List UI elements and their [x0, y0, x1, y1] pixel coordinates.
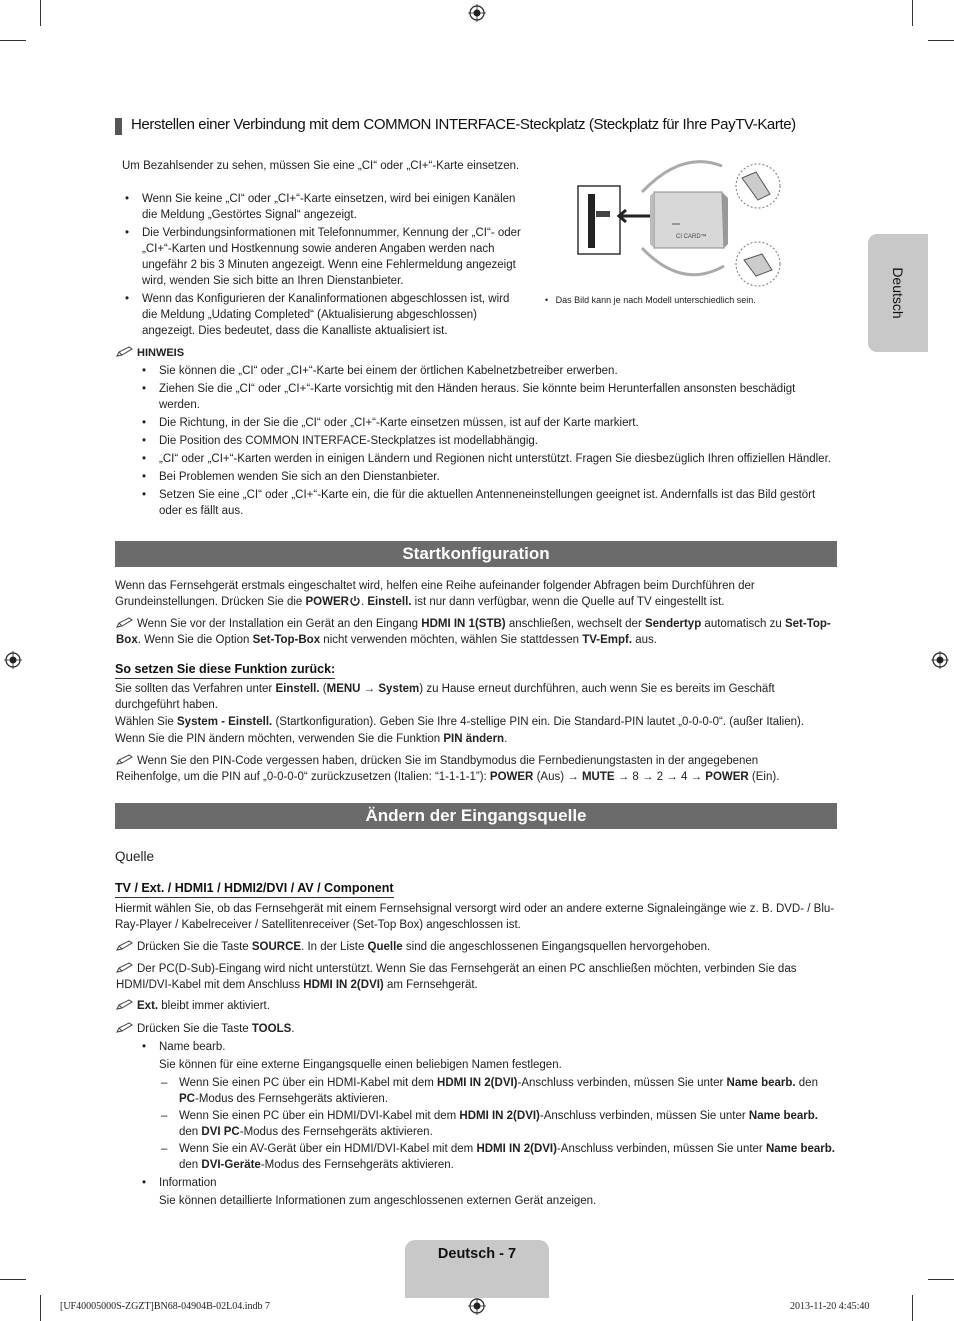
list-item: • Sie können die „CI“ oder „CI+“-Karte bei einem der örtlichen Kabelnetzbetreiber erwerben.	[139, 363, 837, 379]
paragraph: Wenn Sie die PIN ändern möchten, verwenden Sie die Funktion PIN ändern.	[115, 733, 508, 745]
language-tab-label: Deutsch	[890, 267, 906, 319]
registration-mark-icon	[931, 651, 949, 669]
power-key: POWER	[305, 596, 349, 608]
registration-mark-icon	[468, 4, 486, 22]
heading-bar	[115, 118, 122, 135]
section-band-startkonfiguration: Startkonfiguration	[115, 541, 837, 567]
crop-mark	[40, 1295, 41, 1321]
crop-mark	[0, 1279, 26, 1280]
note-heading	[116, 345, 316, 361]
card-label: CI CARD™	[676, 234, 707, 240]
page-number-tab	[405, 1240, 549, 1298]
note-pencil-icon	[116, 962, 134, 973]
option-title: • Information	[159, 1177, 217, 1189]
crop-mark	[40, 0, 41, 26]
note-pencil-icon	[116, 1022, 134, 1033]
list-item: • Bei Problemen wenden Sie sich an den Dienstanbieter.	[139, 469, 837, 485]
image-caption: • Das Bild kann je nach Modell unterschiedlich sein.	[545, 295, 756, 305]
tools-option-list	[139, 1039, 837, 1211]
paragraph: Sie sollten das Verfahren unter Einstell. (MENU → System) zu Hause erneut durchführen, auch wenn Sie es bereits im Geschäft durchgeführt haben.	[115, 683, 775, 711]
option-desc: Sie können für eine externe Eingangsquelle einen beliebigen Namen festlegen.	[159, 1059, 562, 1071]
option-desc: Sie können detaillierte Informationen zum angeschlossenen externen Gerät anzeigen.	[159, 1195, 597, 1207]
note-paragraph: Drücken Sie die Taste TOOLS.	[116, 1021, 836, 1037]
note-pencil-icon	[116, 346, 134, 357]
paragraph: Wenn das Fernsehgerät erstmals eingeschaltet wird, helfen eine Reihe aufeinander folgender Abfragen beim Durchführen der Grundeinstellungen. Drücken Sie die POWER . Einstell. ist nur dann verfügbar, wenn die Quelle auf TV eingestellt ist.	[115, 580, 755, 608]
ci-bullet-list	[122, 191, 526, 341]
registration-mark-icon	[4, 651, 22, 669]
quelle-heading: Quelle	[115, 849, 155, 864]
language-tab	[868, 234, 928, 352]
note-pencil-icon	[116, 940, 134, 951]
list-item: • Wenn das Konfigurieren der Kanalinformationen abgeschlossen ist, wird die Meldung „Udating Completed“ (Aktualisierung abgeschlossen) angezeigt. Dies bedeutet, dass die Kanalliste aktualisiert ist.	[122, 291, 526, 339]
note-list	[139, 363, 837, 521]
section-band-eingangsquelle: Ändern der Eingangsquelle	[115, 803, 837, 829]
list-item: – Wenn Sie ein AV-Gerät über ein HDMI/DVI-Kabel mit dem HDMI IN 2(DVI)-Anschluss verbinden, müssen Sie unter Name bearb. den DVI-Geräte-Modus des Fernsehgeräts aktivieren.	[159, 1141, 837, 1173]
note-paragraph: Wenn Sie vor der Installation ein Gerät an den Eingang HDMI IN 1(STB) anschließen, wechselt der Sendertyp automatisch zu Set-Top-Box. Wenn Sie die Option Set-Top-Box nicht verwenden möchten, wählen Sie stattdessen TV-Empf. aus.	[116, 618, 831, 646]
section-title: Herstellen einer Verbindung mit dem COMMON INTERFACE-Steckplatz (Steckplatz für Ihre PayTV-Karte)	[131, 116, 796, 133]
crop-mark	[912, 1295, 913, 1321]
list-item: • Die Position des COMMON INTERFACE-Steckplatzes ist modellabhängig.	[139, 433, 837, 449]
footer-timestamp: 2013-11-20 4:45:40	[790, 1301, 870, 1312]
note-title: HINWEIS	[137, 347, 185, 359]
list-item: • Setzen Sie eine „CI“ oder „CI+“-Karte ein, die für die aktuellen Antenneneinstellungen geeignet ist. Andernfalls ist das Bild gestört oder es fällt aus.	[139, 487, 837, 519]
list-item-information	[139, 1175, 837, 1209]
note-paragraph: Wenn Sie den PIN-Code vergessen haben, drücken Sie im Standbymodus die Fernbedienungstasten in der angegebenen Reihenfolge, um die PIN auf „0-0-0-0“ zurückzusetzen (Italien: “1-1-1-1”): POWER (Aus) → MUTE → 8 → 2 → 4 → POWER (Ein).	[116, 755, 780, 783]
list-item-name-bearb	[139, 1039, 837, 1173]
caption-text: Das Bild kann je nach Modell unterschiedlich sein.	[555, 295, 756, 305]
list-item: • Wenn Sie keine „CI“ oder „CI+“-Karte einsetzen, wird bei einigen Kanälen die Meldung „Gestörtes Signal“ angezeigt.	[122, 191, 526, 223]
note-paragraph: Der PC(D-Sub)-Eingang wird nicht unterstützt. Wenn Sie das Fernsehgerät an einen PC anschließen möchten, verbinden Sie das HDMI/DVI-Kabel mit dem Anschluss HDMI IN 2(DVI) am Fernsehgerät.	[116, 963, 797, 991]
list-item: • Die Richtung, in der Sie die „CI“ oder „CI+“-Karte einsetzen müssen, ist auf der Karte markiert.	[139, 415, 837, 431]
subheading-sources: TV / Ext. / HDMI1 / HDMI2/DVI / AV / Component	[115, 880, 394, 898]
option-title: • Name bearb.	[159, 1041, 226, 1053]
dash-list	[159, 1075, 837, 1173]
list-item: – Wenn Sie einen PC über ein HDMI-Kabel mit dem HDMI IN 2(DVI)-Anschluss verbinden, müssen Sie unter Name bearb. den PC-Modus des Fernsehgeräts aktivieren.	[159, 1075, 837, 1107]
footer-file-info: [UF40005000S-ZGZT]BN68-04904B-02L04.indb 7	[60, 1301, 270, 1312]
page-number: Deutsch - 7	[437, 1246, 517, 1262]
paragraph: Wählen Sie System - Einstell. (Startkonfiguration). Geben Sie Ihre 4-stellige PIN ein. Die Standard-PIN lautet „0-0-0-0“. (außer Italien).	[115, 716, 805, 728]
note-pencil-icon	[116, 754, 134, 765]
subheading-reset: So setzen Sie diese Funktion zurück:	[115, 661, 335, 679]
list-item: – Wenn Sie einen PC über ein HDMI/DVI-Kabel mit dem HDMI IN 2(DVI)-Anschluss verbinden, müssen Sie unter Name bearb. den DVI PC-Modus des Fernsehgeräts aktivieren.	[159, 1108, 837, 1140]
registration-mark-icon	[468, 1297, 486, 1315]
note-paragraph: Drücken Sie die Taste SOURCE. In der Liste Quelle sind die angeschlossenen Eingangsquellen hervorgehoben.	[116, 939, 836, 955]
crop-mark	[912, 0, 913, 26]
intro-text: Um Bezahlsender zu sehen, müssen Sie eine „CI“ oder „CI+“-Karte einsetzen.	[122, 160, 520, 172]
paragraph: Hiermit wählen Sie, ob das Fernsehgerät mit einem Fernsehsignal versorgt wird oder an andere externe Signaleingänge wie z. B. DVD- / Blu-Ray-Player / Kabelreceiver / Satellitenreceiver (Set-Top Box) angeschlossen ist.	[115, 903, 835, 931]
crop-mark	[928, 40, 954, 41]
list-item: • Die Verbindungsinformationen mit Telefonnummer, Kennung der „CI“- oder „CI+“-Karten und Hostkennung sowie anderen Angaben werden nach ungefähr 2 bis 3 Minuten angezeigt. Wenn eine Fehlermeldung angezeigt wird, wenden Sie sich bitte an Ihren Dienstanbieter.	[122, 225, 526, 289]
section-heading-ci	[115, 115, 837, 137]
ci-card-illustration	[572, 156, 786, 290]
note-paragraph: Ext. bleibt immer aktiviert.	[116, 998, 836, 1014]
power-icon	[349, 595, 361, 607]
crop-mark	[0, 40, 26, 41]
list-item: • Ziehen Sie die „CI“ oder „CI+“-Karte vorsichtig mit den Händen heraus. Sie könnte beim Herunterfallen ansonsten beschädigt werden.	[139, 381, 837, 413]
note-pencil-icon	[116, 617, 134, 628]
note-pencil-icon	[116, 999, 134, 1010]
list-item: • „CI“ oder „CI+“-Karten werden in einigen Ländern und Regionen nicht unterstützt. Fragen Sie diesbezüglich Ihren offiziellen Händler.	[139, 451, 837, 467]
crop-mark	[928, 1279, 954, 1280]
